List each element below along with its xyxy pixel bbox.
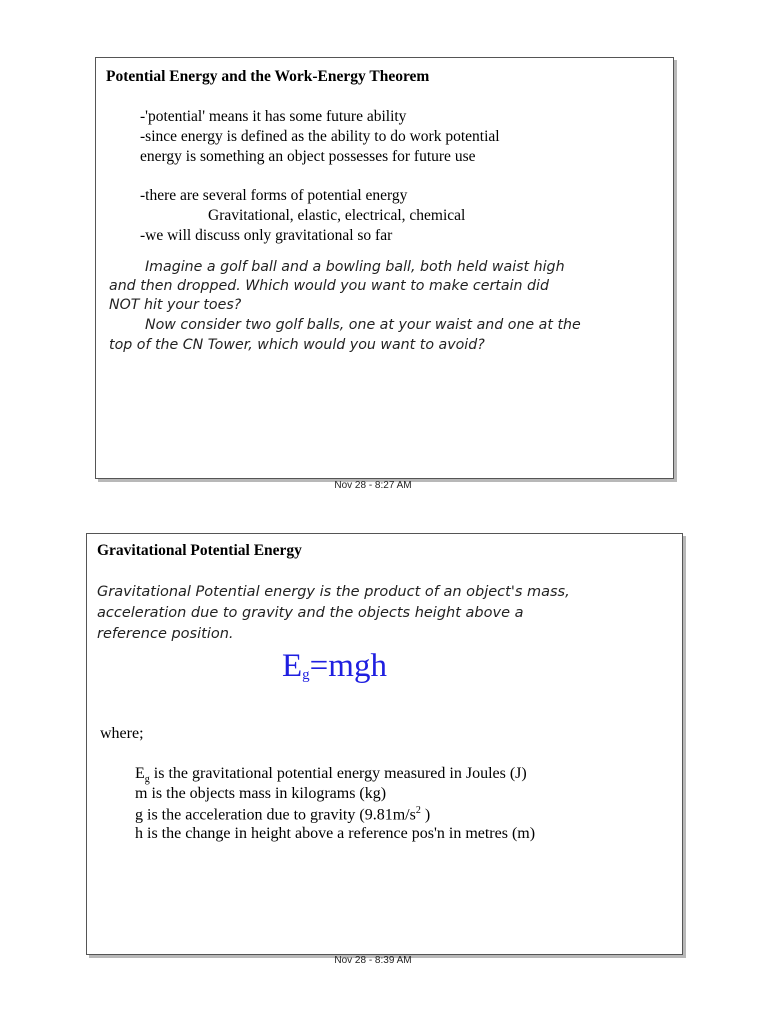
slide2-title: Gravitational Potential Energy	[97, 542, 302, 559]
slide1-italic-3: NOT hit your toes?	[109, 297, 242, 313]
slide1-line-4: -there are several forms of potential energy	[140, 187, 408, 204]
equation-rest: =mgh	[309, 648, 387, 684]
slide2-italic-3: reference position.	[97, 626, 234, 642]
slide-potential-energy	[95, 57, 674, 479]
slide1-title: Potential Energy and the Work-Energy Theorem	[106, 68, 430, 85]
def-g-pre: g is the acceleration due to gravity (9.81m/s	[135, 806, 416, 824]
slide1-italic-2: and then dropped. Which would you want to make certain did	[109, 278, 549, 294]
def-h: h is the change in height above a reference pos'n in metres (m)	[135, 825, 536, 842]
where-label: where;	[100, 725, 144, 742]
slide1-italic-4: Now consider two golf balls, one at your waist and one at the	[145, 317, 581, 333]
equation-base: E	[282, 648, 303, 684]
def-m: m is the objects mass in kilograms (kg)	[135, 785, 387, 802]
def-eg-sub: g	[144, 774, 150, 786]
def-g-sup: 2	[415, 805, 421, 816]
def-g	[135, 805, 430, 824]
equation	[282, 648, 387, 685]
slide1-timestamp: Nov 28 - 8:27 AM	[334, 480, 412, 491]
slide2-timestamp: Nov 28 - 8:39 AM	[334, 955, 412, 966]
slide1-line-6: -we will discuss only gravitational so far	[140, 227, 393, 244]
slide1-line-1: -'potential' means it has some future ability	[140, 108, 407, 125]
def-eg-rest: is the gravitational potential energy measured in Joules (J)	[149, 765, 527, 782]
equation-sub: g	[302, 667, 310, 683]
slide1-line-2: -since energy is defined as the ability to do work potential	[140, 128, 500, 145]
slide1-italic-1: Imagine a golf ball and a bowling ball, both held waist high	[145, 259, 565, 275]
slide-gravitational-potential-energy	[86, 533, 683, 955]
slide2-italic-1: Gravitational Potential energy is the product of an object's mass,	[97, 584, 570, 600]
def-g-post: )	[420, 806, 431, 824]
def-eg-base: E	[135, 765, 145, 782]
def-eg	[135, 765, 527, 785]
slide2-italic-2: acceleration due to gravity and the objects height above a	[97, 605, 524, 621]
slide1-line-3: energy is something an object possesses for future use	[140, 148, 476, 165]
slide1-italic-5: top of the CN Tower, which would you want to avoid?	[109, 337, 485, 353]
slide1-line-5: Gravitational, elastic, electrical, chemical	[208, 207, 466, 224]
